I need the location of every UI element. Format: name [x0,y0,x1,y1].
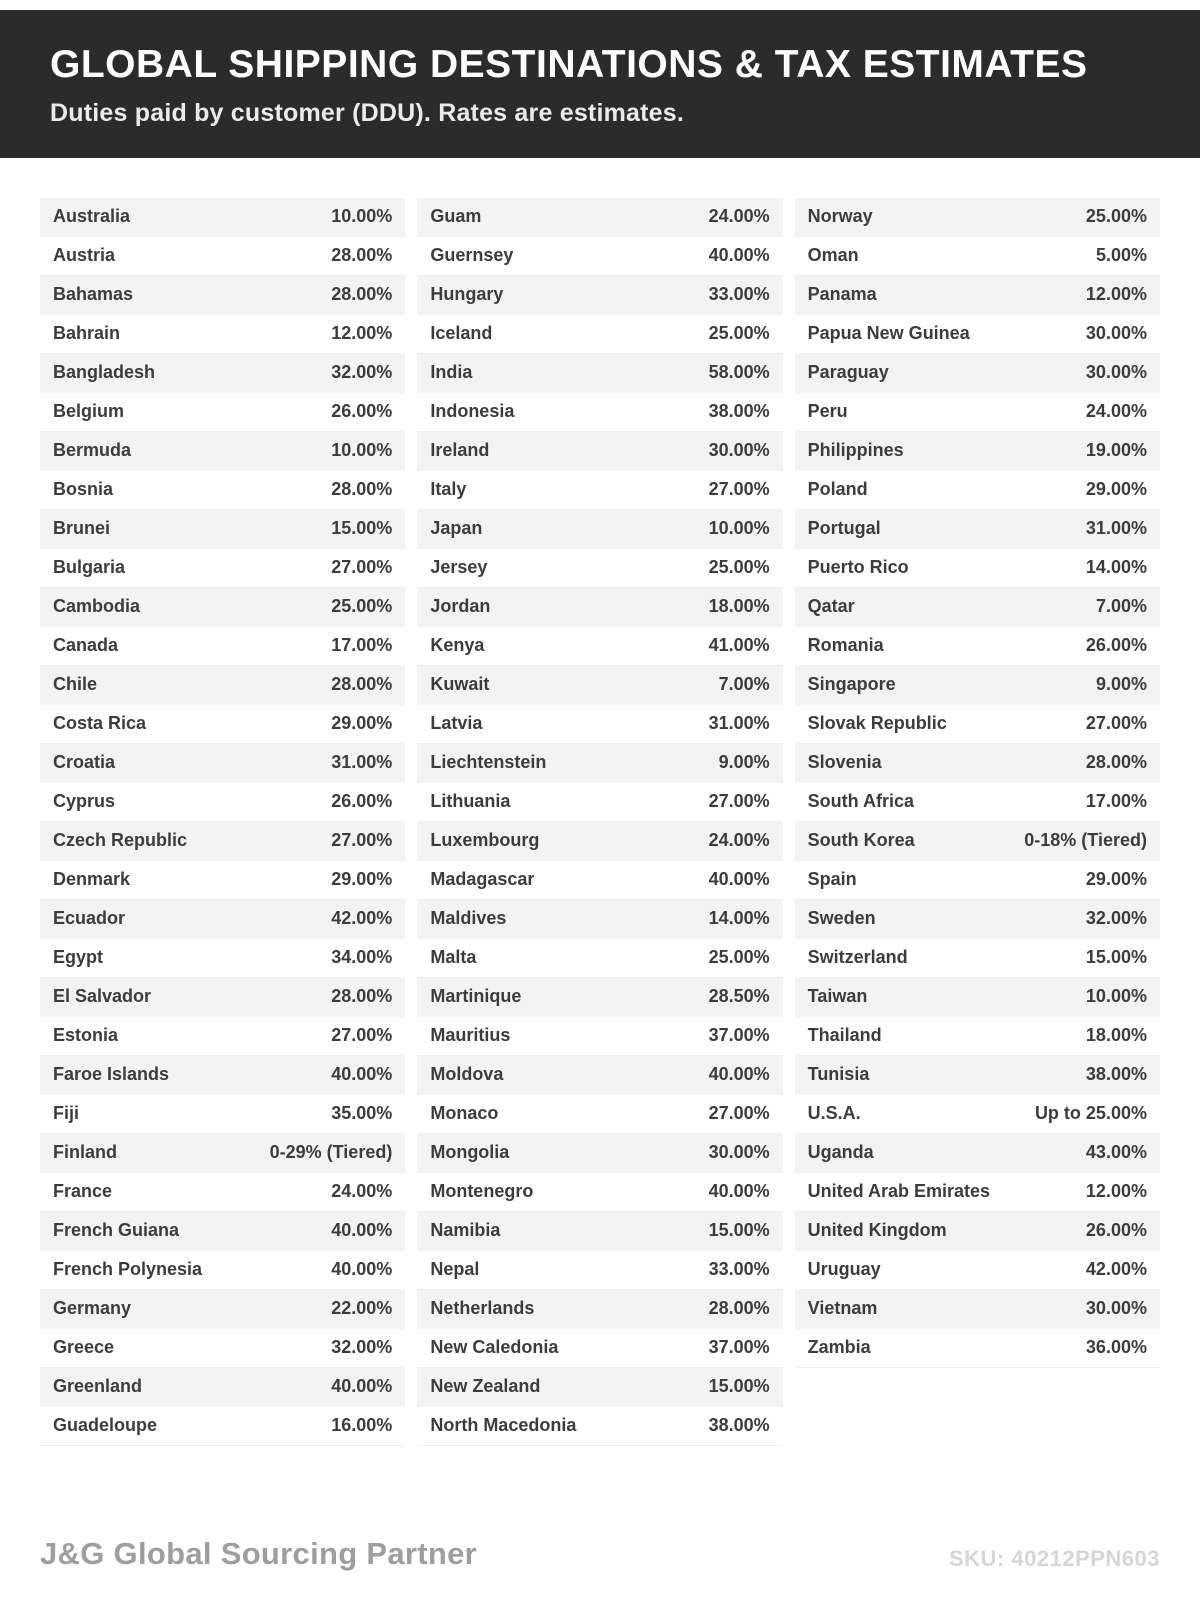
country-name: Guadeloupe [53,1415,158,1436]
rate-value: 24.00% [708,206,770,227]
rate-value: 0-29% (Tiered) [269,1142,393,1163]
table-row [795,666,1160,705]
country-name: Tunisia [807,1064,870,1085]
table-row [795,198,1160,237]
rate-value: 24.00% [708,830,770,851]
table-row [795,315,1160,354]
country-name: Latvia [430,713,483,734]
country-name: Martinique [430,986,522,1007]
rate-value: 10.00% [331,440,393,461]
table-row [795,354,1160,393]
table-row [417,237,782,276]
country-name: Oman [807,245,859,266]
country-name: Portugal [807,518,881,539]
rates-column-2 [417,198,782,1446]
country-name: Switzerland [807,947,908,968]
page-footer [40,1536,1160,1572]
table-row [795,1134,1160,1173]
rate-value: 29.00% [1085,479,1147,500]
table-row [40,861,405,900]
country-name: United Arab Emirates [807,1181,991,1202]
table-row [795,1173,1160,1212]
table-row [795,939,1160,978]
table-row [417,978,782,1017]
country-name: Chile [53,674,98,695]
rates-column-3 [795,198,1160,1368]
rate-value: 29.00% [331,869,393,890]
country-name: Philippines [807,440,904,461]
table-row [795,549,1160,588]
rate-value: 15.00% [331,518,393,539]
country-name: Ecuador [53,908,126,929]
country-name: Finland [53,1142,117,1163]
table-row [40,783,405,822]
table-row [417,1407,782,1446]
country-name: Czech Republic [53,830,188,851]
rate-value: 43.00% [1085,1142,1147,1163]
table-row [40,627,405,666]
country-name: Madagascar [430,869,535,890]
rate-value: 28.00% [331,284,393,305]
table-row [40,1329,405,1368]
table-row [40,315,405,354]
country-name: Maldives [430,908,507,929]
table-row [795,861,1160,900]
rate-value: 40.00% [708,1181,770,1202]
country-name: Austria [53,245,116,266]
rate-value: 28.00% [331,245,393,266]
country-name: Bangladesh [53,362,156,383]
rate-value: 25.00% [708,323,770,344]
country-name: Moldova [430,1064,504,1085]
table-row [795,978,1160,1017]
rates-column-1 [40,198,405,1446]
country-name: Lithuania [430,791,511,812]
rate-value: 14.00% [708,908,770,929]
table-row [417,1134,782,1173]
country-name: Bahrain [53,323,121,344]
rate-value: 27.00% [1085,713,1147,734]
rate-value: 26.00% [331,401,393,422]
rate-value: 30.00% [1085,323,1147,344]
country-name: Bahamas [53,284,134,305]
rate-value: 14.00% [1085,557,1147,578]
rate-value: 40.00% [331,1064,393,1085]
table-row [417,1056,782,1095]
rate-value: 28.00% [331,674,393,695]
country-name: Iceland [430,323,493,344]
country-name: Greece [53,1337,115,1358]
rate-value: 25.00% [708,557,770,578]
country-name: El Salvador [53,986,152,1007]
country-name: Singapore [807,674,896,695]
rate-value: 26.00% [331,791,393,812]
country-name: Brunei [53,518,111,539]
country-name: Thailand [807,1025,882,1046]
table-row [40,237,405,276]
table-row [40,939,405,978]
country-name: Poland [807,479,868,500]
table-row [795,627,1160,666]
table-row [795,1329,1160,1368]
table-row [417,393,782,432]
table-row [40,276,405,315]
rate-value: 40.00% [331,1220,393,1241]
rate-value: 28.00% [708,1298,770,1319]
rate-value: 38.00% [708,401,770,422]
table-row [40,432,405,471]
rate-value: 33.00% [708,284,770,305]
table-row [795,900,1160,939]
rate-value: 15.00% [708,1220,770,1241]
country-name: India [430,362,473,383]
rate-value: 34.00% [331,947,393,968]
country-name: Uganda [807,1142,874,1163]
country-name: Greenland [53,1376,143,1397]
table-row [40,1173,405,1212]
country-name: Monaco [430,1103,499,1124]
page-header [0,10,1200,158]
table-row [417,510,782,549]
country-name: Norway [807,206,873,227]
table-row [40,1095,405,1134]
table-row [40,900,405,939]
rate-value: 15.00% [708,1376,770,1397]
country-name: Netherlands [430,1298,535,1319]
rate-value: 22.00% [331,1298,393,1319]
table-row [795,471,1160,510]
rate-value: 16.00% [331,1415,393,1436]
country-name: Bulgaria [53,557,126,578]
table-row [795,1212,1160,1251]
table-row [40,471,405,510]
rate-value: 37.00% [708,1337,770,1358]
country-name: Kuwait [430,674,490,695]
rate-value: 24.00% [331,1181,393,1202]
country-name: Estonia [53,1025,119,1046]
rate-value: 40.00% [331,1259,393,1280]
table-row [417,432,782,471]
rate-value: 30.00% [708,1142,770,1163]
table-row [417,627,782,666]
country-name: Cambodia [53,596,141,617]
table-row [417,549,782,588]
rate-value: 10.00% [331,206,393,227]
rate-value: 12.00% [331,323,393,344]
table-row [40,1134,405,1173]
country-name: Romania [807,635,884,656]
rate-value: 17.00% [331,635,393,656]
rate-value: 38.00% [1085,1064,1147,1085]
rate-value: 41.00% [708,635,770,656]
table-row [417,1017,782,1056]
table-row [795,1095,1160,1134]
table-row [40,1290,405,1329]
table-row [40,1017,405,1056]
table-row [40,588,405,627]
country-name: Belgium [53,401,125,422]
table-row [417,1173,782,1212]
country-name: Egypt [53,947,104,968]
country-name: Indonesia [430,401,515,422]
country-name: Puerto Rico [807,557,909,578]
table-row [417,1329,782,1368]
country-name: Liechtenstein [430,752,547,773]
rate-value: 25.00% [1085,206,1147,227]
rate-value: 12.00% [1085,1181,1147,1202]
brand-text: J&G Global Sourcing Partner [40,1536,478,1571]
country-name: Jersey [430,557,488,578]
table-row [795,1290,1160,1329]
country-name: Spain [807,869,857,890]
table-row [417,1368,782,1407]
country-name: Namibia [430,1220,501,1241]
country-name: South Africa [807,791,914,812]
country-name: New Zealand [430,1376,541,1397]
table-row [40,978,405,1017]
country-name: French Guiana [53,1220,180,1241]
country-name: Malta [430,947,477,968]
rate-value: 15.00% [1085,947,1147,968]
table-row [795,432,1160,471]
country-name: Panama [807,284,877,305]
country-name: Costa Rica [53,713,147,734]
country-name: Uruguay [807,1259,881,1280]
country-name: Luxembourg [430,830,540,851]
country-name: Peru [807,401,848,422]
table-row [417,1095,782,1134]
country-name: Montenegro [430,1181,534,1202]
country-name: Croatia [53,752,116,773]
rate-value: 10.00% [1085,986,1147,1007]
rate-value: 33.00% [708,1259,770,1280]
country-name: Vietnam [807,1298,878,1319]
rate-value: 12.00% [1085,284,1147,305]
rate-value: 9.00% [718,752,770,773]
rate-value: 24.00% [1085,401,1147,422]
rate-value: 29.00% [331,713,393,734]
country-name: U.S.A. [807,1103,861,1124]
rate-value: 5.00% [1095,245,1147,266]
rate-value: 40.00% [708,1064,770,1085]
table-row [40,744,405,783]
rate-value: 35.00% [331,1103,393,1124]
rate-value: 27.00% [331,1025,393,1046]
table-row [795,744,1160,783]
rate-value: 0-18% (Tiered) [1024,830,1147,851]
rate-value: 25.00% [331,596,393,617]
country-name: Slovak Republic [807,713,947,734]
table-row [417,900,782,939]
country-name: Denmark [53,869,131,890]
rate-value: 28.00% [331,986,393,1007]
country-name: French Polynesia [53,1259,203,1280]
table-row [795,510,1160,549]
table-row [417,783,782,822]
country-name: Paraguay [807,362,889,383]
rate-value: 32.00% [331,362,393,383]
table-row [40,1212,405,1251]
rate-value: 25.00% [708,947,770,968]
rate-value: 7.00% [718,674,770,695]
country-name: Cyprus [53,791,116,812]
country-name: Zambia [807,1337,871,1358]
rate-value: 36.00% [1085,1337,1147,1358]
country-name: Guam [430,206,482,227]
country-name: France [53,1181,113,1202]
rate-value: 18.00% [1085,1025,1147,1046]
table-row [795,1251,1160,1290]
rates-table [0,158,1200,1446]
table-row [795,1017,1160,1056]
country-name: Jordan [430,596,491,617]
country-name: Sweden [807,908,876,929]
table-row [417,1290,782,1329]
table-row [417,705,782,744]
rate-value: 27.00% [331,557,393,578]
rate-value: 31.00% [708,713,770,734]
country-name: Ireland [430,440,490,461]
table-row [417,939,782,978]
table-row [40,1368,405,1407]
country-name: Bosnia [53,479,114,500]
table-row [40,666,405,705]
rate-value: 42.00% [1085,1259,1147,1280]
table-row [417,354,782,393]
table-row [795,276,1160,315]
table-row [795,393,1160,432]
table-row [795,1056,1160,1095]
table-row [417,822,782,861]
country-name: Taiwan [807,986,868,1007]
rate-value: 26.00% [1085,1220,1147,1241]
rate-value: 10.00% [708,518,770,539]
rate-value: 27.00% [708,1103,770,1124]
page-title: GLOBAL SHIPPING DESTINATIONS & TAX ESTIMATES [50,43,1088,86]
rate-value: 40.00% [708,245,770,266]
table-row [417,1251,782,1290]
country-name: Mongolia [430,1142,510,1163]
rate-value: 58.00% [708,362,770,383]
table-row [40,198,405,237]
table-row [40,354,405,393]
table-row [795,237,1160,276]
rate-value: 30.00% [1085,362,1147,383]
rate-value: 19.00% [1085,440,1147,461]
country-name: Hungary [430,284,504,305]
table-row [40,393,405,432]
country-name: Fiji [53,1103,79,1124]
table-row [795,705,1160,744]
rate-value: 9.00% [1095,674,1147,695]
rate-value: 32.00% [331,1337,393,1358]
country-name: Kenya [430,635,485,656]
rate-value: 7.00% [1095,596,1147,617]
table-row [417,744,782,783]
table-row [417,666,782,705]
country-name: Italy [430,479,467,500]
rate-value: 40.00% [708,869,770,890]
table-row [417,198,782,237]
country-name: Slovenia [807,752,882,773]
country-name: Australia [53,206,131,227]
rate-value: 18.00% [708,596,770,617]
country-name: Mauritius [430,1025,511,1046]
rate-value: 30.00% [708,440,770,461]
rate-value: 42.00% [331,908,393,929]
rate-value: 27.00% [331,830,393,851]
rate-value: 26.00% [1085,635,1147,656]
table-row [40,1251,405,1290]
sku-label: SKU: 40212PPN603 [948,1546,1160,1571]
country-name: Germany [53,1298,132,1319]
rate-value: 37.00% [708,1025,770,1046]
rate-value: 29.00% [1085,869,1147,890]
rate-value: 40.00% [331,1376,393,1397]
country-name: Nepal [430,1259,480,1280]
table-row [417,1212,782,1251]
rate-value: 17.00% [1085,791,1147,812]
table-row [795,783,1160,822]
country-name: North Macedonia [430,1415,577,1436]
table-row [795,822,1160,861]
country-name: Faroe Islands [53,1064,170,1085]
country-name: Papua New Guinea [807,323,970,344]
table-row [417,588,782,627]
rate-value: 28.00% [1085,752,1147,773]
table-row [40,822,405,861]
rate-value: 31.00% [1085,518,1147,539]
table-row [417,276,782,315]
rate-value: Up to 25.00% [1034,1103,1147,1124]
country-name: Canada [53,635,119,656]
table-row [40,510,405,549]
country-name: United Kingdom [807,1220,947,1241]
country-name: Japan [430,518,483,539]
country-name: New Caledonia [430,1337,559,1358]
table-row [40,549,405,588]
country-name: Bermuda [53,440,132,461]
country-name: South Korea [807,830,915,851]
page-subtitle: Duties paid by customer (DDU). Rates are estimates. [50,98,685,127]
rate-value: 28.00% [331,479,393,500]
table-row [417,861,782,900]
table-row [40,705,405,744]
rate-value: 27.00% [708,479,770,500]
table-row [40,1407,405,1446]
rate-value: 32.00% [1085,908,1147,929]
rate-value: 38.00% [708,1415,770,1436]
table-row [40,1056,405,1095]
rate-value: 27.00% [708,791,770,812]
country-name: Qatar [807,596,855,617]
rate-value: 28.50% [708,986,770,1007]
table-row [417,315,782,354]
rate-value: 30.00% [1085,1298,1147,1319]
table-row [795,588,1160,627]
table-row [417,471,782,510]
rate-value: 31.00% [331,752,393,773]
country-name: Guernsey [430,245,514,266]
